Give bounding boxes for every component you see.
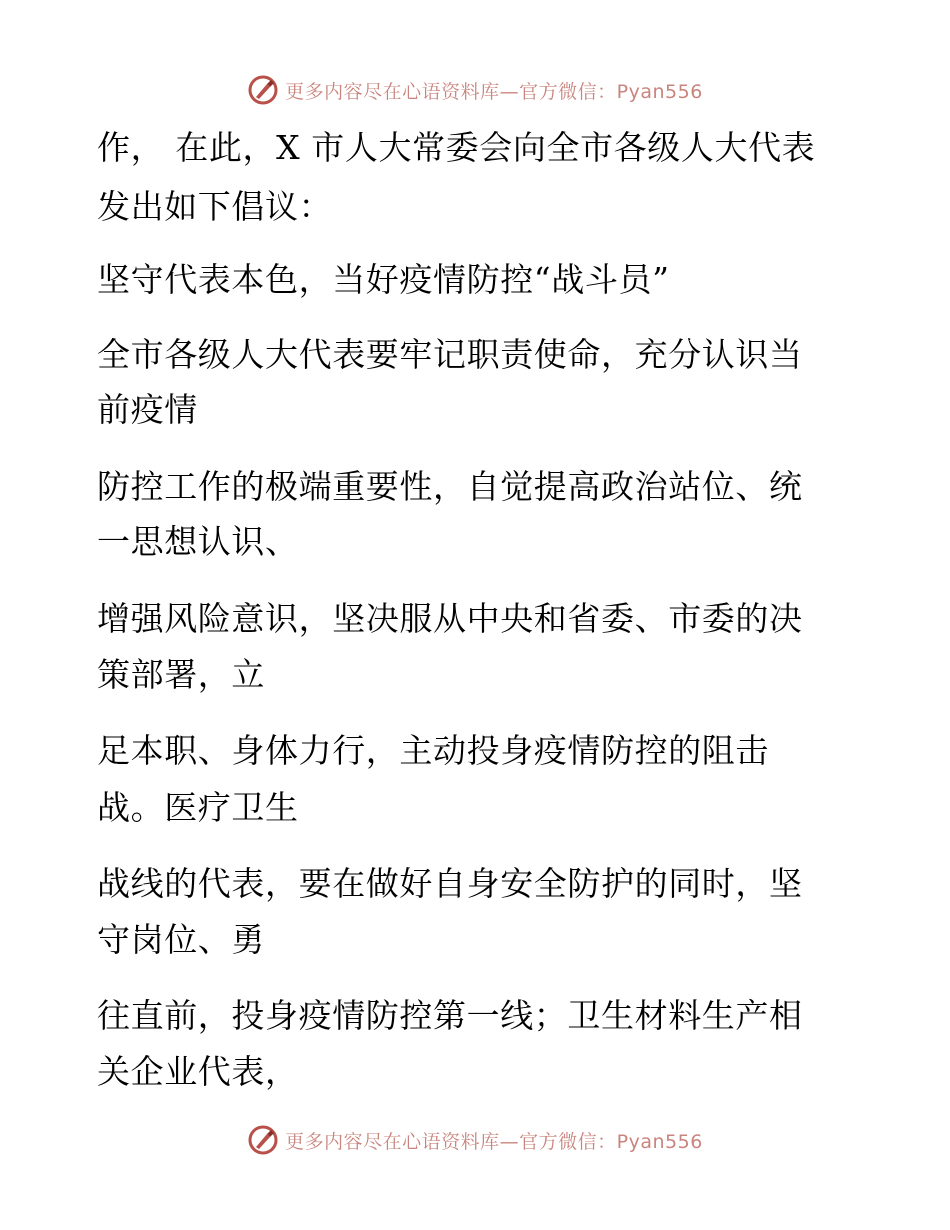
text-line: 防控工作的极端重要性，自觉提高政治站位、统	[97, 467, 803, 506]
text-line: 发出如下倡议：	[97, 187, 333, 226]
text-line: 策部署，立	[97, 655, 265, 694]
text-line: 全市各级人大代表要牢记职责使命，充分认识当	[97, 335, 803, 374]
text-line: 增强风险意识，坚决服从中央和省委、市委的决	[97, 599, 803, 638]
text-line: 一思想认识、	[97, 522, 299, 561]
text-line: 守岗位、勇	[97, 920, 265, 959]
pen-logo-icon	[247, 1124, 279, 1156]
watermark-text: 更多内容尽在心语资料库—官方微信：Pyan556	[285, 80, 703, 103]
text-line: 战。医疗卫生	[97, 788, 299, 827]
pen-logo-icon	[247, 74, 279, 106]
text-line: 战线的代表，要在做好自身安全防护的同时，坚	[97, 864, 803, 903]
watermark-text: 更多内容尽在心语资料库—官方微信：Pyan556	[285, 1130, 703, 1153]
header-watermark	[0, 70, 950, 110]
text-line: 前疫情	[97, 390, 198, 429]
text-line: 关企业代表，	[97, 1052, 299, 1091]
footer-watermark	[0, 1120, 950, 1160]
text-line: 足本职、身体力行，主动投身疫情防控的阻击	[97, 731, 769, 770]
text-line: 往直前，投身疫情防控第一线；卫生材料生产相	[97, 996, 803, 1035]
text-line: 坚守代表本色，当好疫情防控“战斗员”	[97, 260, 670, 299]
text-line: 作， 在此，X 市人大常委会向全市各级人大代表	[97, 128, 816, 167]
